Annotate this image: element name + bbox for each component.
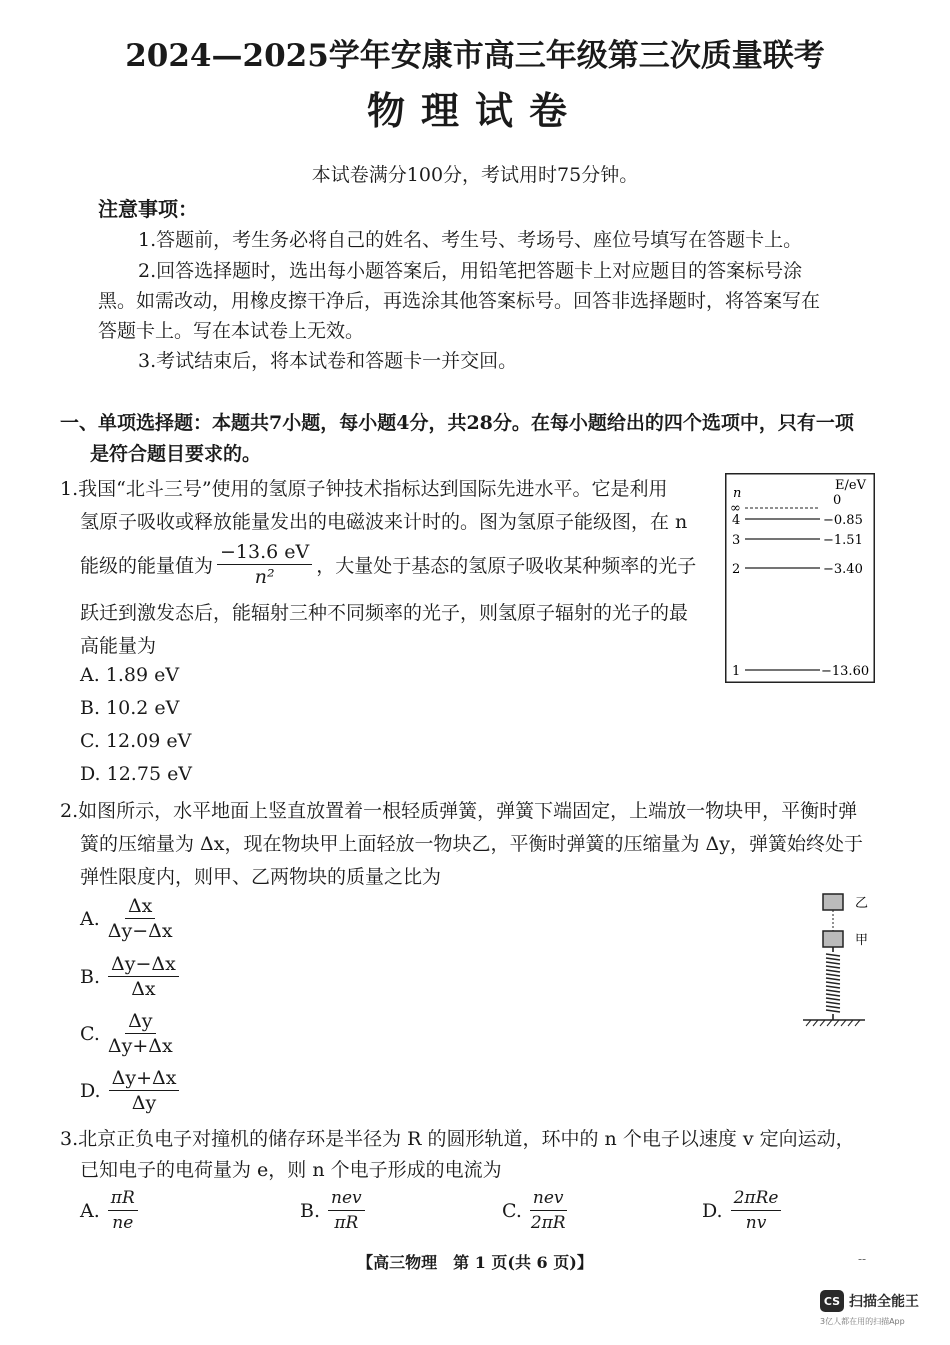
watermark-tagline: 3亿人都在用的扫描App <box>820 1317 905 1326</box>
q1-line-1: 1.我国“北斗三号”使用的氢原子钟技术指标达到国际先进水平。它是利用 <box>60 478 668 500</box>
level-e-3: −1.51 <box>823 533 863 548</box>
subject-title: 物理试卷 <box>366 88 583 133</box>
q2-option-c <box>80 1009 177 1058</box>
notice-heading: 注意事项： <box>98 197 198 221</box>
cs-logo-icon: CS <box>820 1290 844 1312</box>
block-yi <box>823 894 843 910</box>
notice-line-2c: 答题卡上。写在本试卷上无效。 <box>98 320 365 342</box>
option-label: C. <box>80 1022 100 1045</box>
q2-line-2: 簧的压缩量为 Δx，现在物块甲上面轻放一物块乙，平衡时弹簧的压缩量为 Δy，弹簧始终处于 <box>80 833 863 855</box>
section-1-heading-cont: 是符合题目要求的。 <box>90 443 262 465</box>
energy-level-diagram <box>725 473 875 683</box>
block-jia <box>823 931 843 947</box>
exam-info: 本试卷满分100分，考试用时75分钟。 <box>311 164 639 186</box>
q1-line-5: 高能量为 <box>80 635 157 657</box>
q1-energy-formula <box>217 540 312 589</box>
option-label: D. <box>702 1199 723 1222</box>
notice-line-3: 3.考试结束后，将本试卷和答题卡一并交回。 <box>138 350 518 372</box>
block-yi-label: 乙 <box>855 896 869 911</box>
q1-option-a: A. 1.89 eV <box>80 664 180 686</box>
level-e-2: −3.40 <box>823 562 863 577</box>
q1-line-4: 跃迁到激发态后，能辐射三种不同频率的光子，则氢原子辐射的光子的最 <box>80 602 689 624</box>
footer-dash: -- <box>858 1252 867 1266</box>
option-denominator: Δy <box>131 1092 157 1114</box>
option-numerator: nev <box>328 1186 365 1211</box>
option-numerator: 2πRe <box>731 1186 782 1211</box>
option-denominator: Δy+Δx <box>107 1035 173 1057</box>
option-label: A. <box>80 1199 100 1222</box>
q2-option-a <box>80 894 177 943</box>
q2-line-1: 2.如图所示，水平地面上竖直放置着一根轻质弹簧，弹簧下端固定，上端放一物块甲，平衡时弹 <box>60 800 858 822</box>
option-denominator: Δx <box>131 978 156 1000</box>
option-denominator: nv <box>745 1213 767 1233</box>
q3-line-1: 3.北京正负电子对撞机的储存环是半径为 R 的圆形轨道，环中的 n 个电子以速度 v 定向运动， <box>60 1128 855 1150</box>
formula-denominator: n² <box>254 566 275 588</box>
q1-line-3b: ，大量处于基态的氢原子吸收某种频率的光子 <box>316 555 697 577</box>
level-n-1: 1 <box>732 664 741 679</box>
watermark-name: 扫描全能王 <box>849 1294 919 1310</box>
option-numerator: Δy−Δx <box>108 952 179 977</box>
block-jia-label: 甲 <box>855 933 869 948</box>
notice-line-1: 1.答题前，考生务必将自己的姓名、考生号、考场号、座位号填写在答题卡上。 <box>138 229 803 251</box>
option-numerator: πR <box>108 1186 138 1211</box>
notice-line-2a: 2.回答选择题时，选出每小题答案后，用铅笔把答题卡上对应题目的答案标号涂 <box>138 260 803 282</box>
section-1-heading: 一、单项选择题：本题共7小题，每小题4分，共28分。在每小题给出的四个选项中，只有一项 <box>60 412 854 434</box>
exam-title: 2024—2025学年安康市高三年级第三次质量联考 <box>125 38 825 74</box>
diagram-n-label: n <box>733 486 742 501</box>
spring-figure <box>800 890 880 1030</box>
option-numerator: Δy <box>125 1009 155 1034</box>
q3-option-b <box>300 1186 369 1235</box>
q2-option-d <box>80 1066 183 1115</box>
option-label: C. <box>502 1199 522 1222</box>
q3-line-2: 已知电子的电荷量为 e，则 n 个电子形成的电流为 <box>80 1159 502 1181</box>
page-footer: 【高三物理 第 1 页(共 6 页)】 <box>357 1253 593 1272</box>
level-n-3: 3 <box>732 533 741 548</box>
option-label: A. <box>80 907 100 930</box>
level-n-2: 2 <box>732 562 741 577</box>
level-e-inf: 0 <box>833 493 842 508</box>
option-denominator: 2πR <box>530 1213 566 1233</box>
option-label: B. <box>80 965 101 988</box>
q1-option-c: C. 12.09 eV <box>80 730 192 752</box>
q1-line-2: 氢原子吸收或释放能量发出的电磁波来计时的。图为氢原子能级图，在 n <box>80 511 688 533</box>
spring-coil <box>826 947 840 1020</box>
option-numerator: Δx <box>125 894 155 919</box>
q2-line-3: 弹性限度内，则甲、乙两物块的质量之比为 <box>80 866 442 888</box>
q1-option-b: B. 10.2 eV <box>80 697 180 719</box>
level-e-1: −13.60 <box>821 664 870 679</box>
q2-option-b <box>80 952 183 1001</box>
level-e-4: −0.85 <box>823 513 863 528</box>
q1-line-3a: 能级的能量值为 <box>80 555 214 577</box>
level-n-4: 4 <box>732 513 741 528</box>
option-numerator: Δy+Δx <box>109 1066 180 1091</box>
option-denominator: Δy−Δx <box>107 920 173 942</box>
option-denominator: πR <box>334 1213 359 1233</box>
diagram-e-label: E/eV <box>835 478 866 493</box>
scanner-watermark <box>820 1290 919 1327</box>
notice-line-2b: 黑。如需改动，用橡皮擦干净后，再选涂其他答案标号。回答非选择题时，将答案写在 <box>98 290 821 312</box>
option-label: B. <box>300 1199 321 1222</box>
formula-numerator: −13.6 eV <box>217 540 312 565</box>
option-numerator: nev <box>530 1186 567 1211</box>
q3-option-d <box>702 1186 785 1235</box>
option-label: D. <box>80 1079 101 1102</box>
q1-line-3 <box>80 540 696 589</box>
ground-hatch <box>806 1020 860 1026</box>
q1-option-d: D. 12.75 eV <box>80 763 193 785</box>
level-n-inf: ∞ <box>730 501 741 516</box>
q3-option-c <box>502 1186 571 1235</box>
q3-option-a <box>80 1186 142 1235</box>
option-denominator: ne <box>112 1213 134 1233</box>
